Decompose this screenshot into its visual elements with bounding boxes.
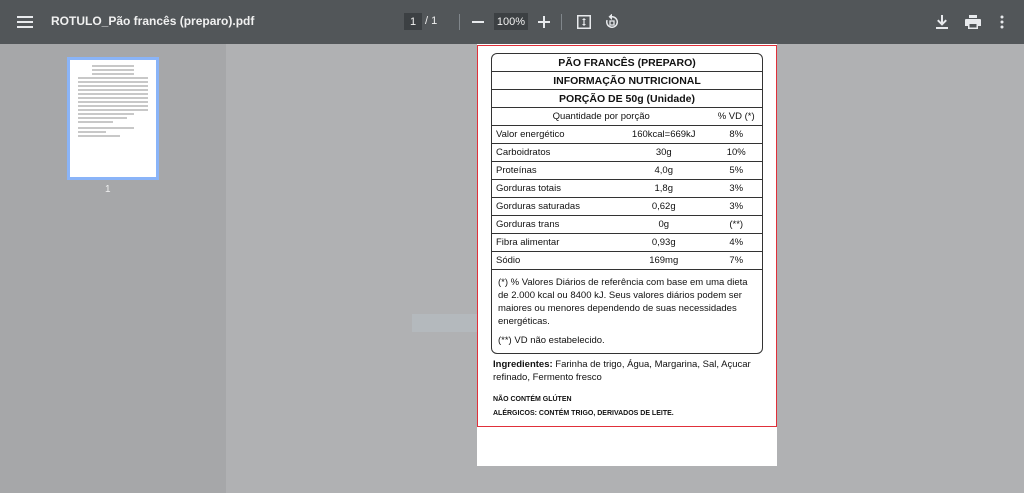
table-row (492, 126, 762, 144)
portion-size: PORÇÃO DE 50g (Unidade) (492, 90, 762, 108)
gluten-warning: NÃO CONTÉM GLÚTEN (493, 396, 572, 403)
nutrient-vd: 8% (729, 129, 744, 140)
nutrient-value: 0g (658, 219, 670, 230)
menu-icon[interactable] (14, 11, 36, 33)
quantity-header: Quantidade por porção (552, 111, 650, 122)
zoom-in-button[interactable] (534, 12, 554, 32)
column-header-row (492, 108, 762, 126)
daily-value-note: (*) % Valores Diários de referência com base em uma dieta de 2.000 kcal ou 8400 kJ. Seus valores diários podem ser maiores ou menores dependendo de suas necessidades energéticas. (498, 277, 748, 327)
allergen-warning: ALÉRGICOS: CONTÉM TRIGO, DERIVADOS DE LEITE. (493, 410, 674, 417)
nutrient-value: 0,62g (651, 201, 676, 212)
nutrient-vd: 5% (729, 165, 744, 176)
page-number-input[interactable]: 1 (404, 13, 422, 30)
nutrient-value: 160kcal=669kJ (631, 129, 696, 140)
page-count: / 1 (425, 15, 438, 27)
table-row (492, 162, 762, 180)
nutrition-table (491, 53, 763, 354)
nutrient-name: Valor energético (496, 129, 565, 140)
nutrient-name: Gorduras saturadas (496, 201, 580, 212)
table-row (492, 180, 762, 198)
rotate-icon (604, 14, 620, 30)
vd-header: % VD (*) (717, 111, 755, 122)
toolbar-divider (561, 14, 562, 30)
print-icon (965, 15, 981, 29)
nutrient-name: Gorduras trans (496, 219, 560, 230)
nutrient-value: 4,0g (654, 165, 673, 176)
fit-to-page-button[interactable] (574, 12, 594, 32)
download-button[interactable] (932, 12, 952, 32)
download-icon (936, 15, 948, 29)
table-row (492, 144, 762, 162)
nutrient-vd: 7% (729, 255, 744, 266)
table-row (492, 216, 762, 234)
ingredients (493, 358, 763, 384)
zoom-level-input[interactable]: 100% (494, 13, 528, 30)
nutrient-name: Fibra alimentar (496, 237, 560, 248)
minus-icon (472, 21, 484, 23)
nutrient-value: 1,8g (654, 183, 673, 194)
nutrient-vd: (**) (729, 219, 744, 230)
nutrient-vd: 3% (729, 183, 744, 194)
table-notes (492, 270, 762, 353)
nutrient-value: 169mg (649, 255, 679, 266)
print-button[interactable] (962, 12, 984, 32)
more-options-button[interactable] (994, 12, 1010, 32)
nutrient-vd: 3% (729, 201, 744, 212)
table-row (492, 234, 762, 252)
pdf-page (477, 44, 777, 466)
table-row (492, 252, 762, 270)
nutrient-name: Proteínas (496, 165, 537, 176)
nutrient-value: 30g (655, 147, 672, 158)
ingredients-label: Ingredientes: (493, 359, 553, 370)
nutrient-vd: 10% (726, 147, 746, 158)
fit-page-icon (576, 14, 592, 30)
more-vert-icon (1000, 15, 1004, 29)
toolbar-divider (459, 14, 460, 30)
rotate-button[interactable] (602, 12, 622, 32)
thumbnail-page-number: 1 (105, 184, 111, 195)
document-title: ROTULO_Pão francês (preparo).pdf (51, 14, 255, 28)
page-thumbnail[interactable] (67, 57, 159, 180)
plus-icon (538, 16, 550, 28)
nutrient-value: 0,93g (651, 237, 676, 248)
product-name: PÃO FRANCÊS (PREPARO) (492, 54, 762, 72)
nutrient-vd: 4% (729, 237, 744, 248)
table-row (492, 198, 762, 216)
ingredients-text: Farinha de trigo, Água, Margarina, Sal, Açucar refinado, Fermento fresco (493, 359, 751, 383)
nutrient-name: Carboidratos (496, 147, 551, 158)
nutrition-header: INFORMAÇÃO NUTRICIONAL (492, 72, 762, 90)
pdf-toolbar (0, 0, 1024, 44)
thumbnail-sidebar (0, 44, 226, 493)
nutrient-name: Sódio (496, 255, 521, 266)
thumbnail-preview (78, 65, 148, 139)
nutrient-name: Gorduras totais (496, 183, 561, 194)
zoom-out-button[interactable] (468, 12, 488, 32)
vd-not-established-note: (**) VD não estabelecido. (498, 335, 605, 346)
